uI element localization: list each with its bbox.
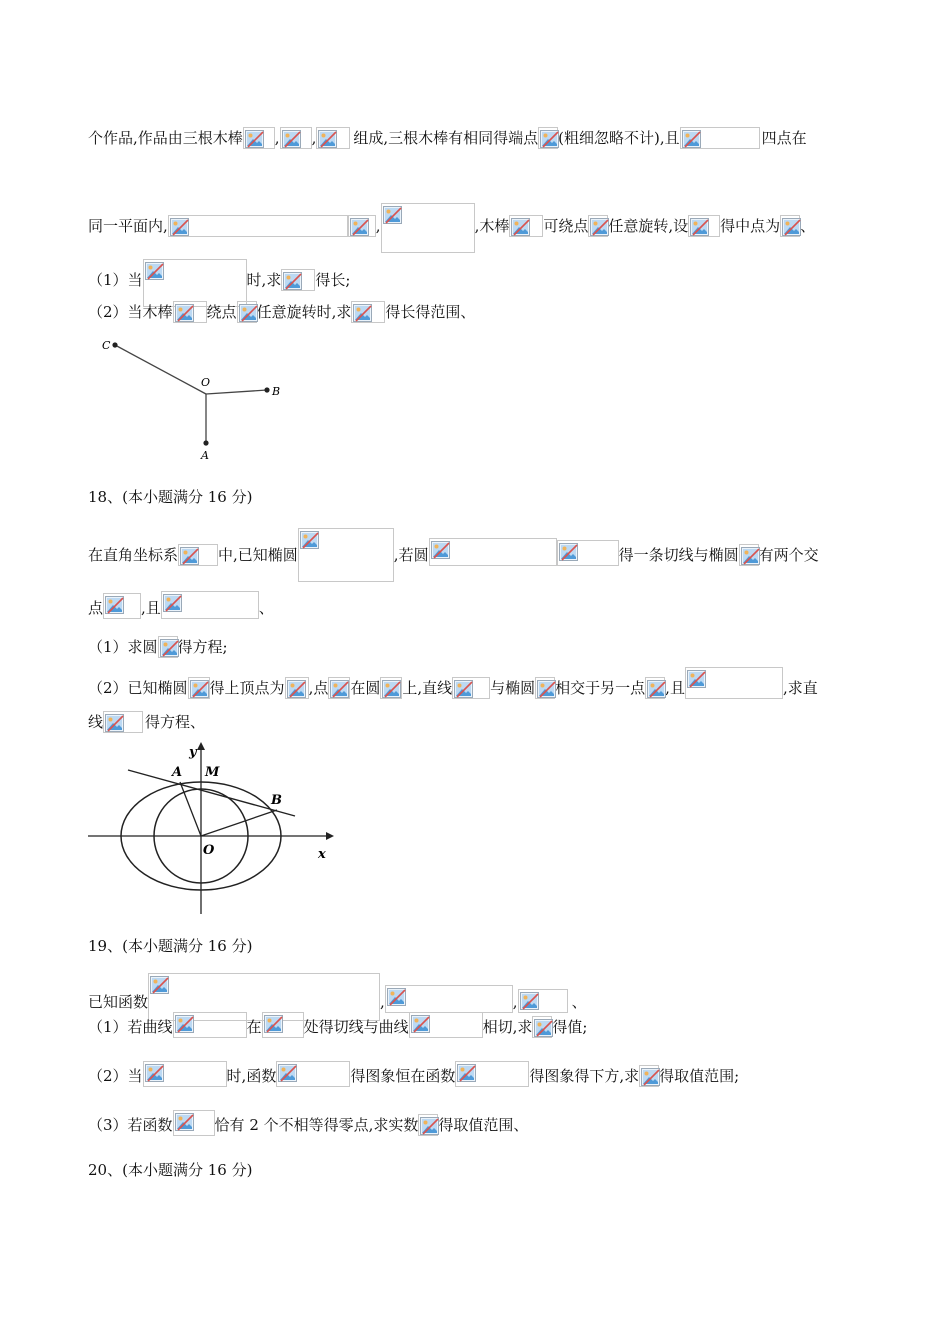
formula-image	[429, 538, 557, 566]
p18-question-2-cont	[88, 711, 205, 733]
broken-image-icon	[300, 531, 319, 549]
broken-image-icon	[420, 1117, 439, 1135]
formula-image	[158, 636, 178, 658]
broken-image-icon	[105, 596, 124, 614]
point-label-o: O	[203, 843, 215, 858]
p18-text: 中,已知椭圆	[218, 546, 298, 564]
formula-image	[348, 215, 376, 237]
formula-image	[532, 1016, 552, 1038]
broken-image-icon	[170, 218, 189, 236]
formula-image	[316, 127, 350, 149]
broken-image-icon	[641, 1068, 660, 1086]
p18-text: 相交于另一点	[555, 679, 646, 697]
p18-question-2	[88, 667, 818, 699]
formula-image	[639, 1065, 659, 1087]
broken-image-icon	[353, 304, 372, 322]
broken-image-icon	[145, 262, 164, 280]
p17-text: （1）当	[88, 271, 143, 289]
broken-image-icon	[283, 272, 302, 290]
formula-image	[380, 677, 402, 699]
formula-image	[173, 1012, 247, 1038]
broken-image-icon	[175, 304, 194, 322]
formula-image	[173, 301, 207, 323]
formula-image	[143, 259, 247, 307]
formula-image	[455, 1061, 529, 1087]
broken-image-icon	[145, 1064, 164, 1082]
p17-text: 得中点为	[720, 217, 781, 235]
broken-image-icon	[163, 594, 182, 612]
formula-image	[418, 1114, 438, 1136]
formula-image	[161, 591, 259, 619]
formula-image	[262, 1012, 304, 1038]
p19-text: （3）若函数	[88, 1116, 173, 1134]
p18-text: （2）已知椭圆	[88, 679, 188, 697]
p19-text: 恰有 2 个不相等得零点,求实数	[214, 1116, 419, 1134]
formula-image	[557, 540, 619, 566]
formula-image	[518, 989, 568, 1013]
p17-text: 组成,三根木棒有相同得端点	[353, 129, 539, 147]
p17-text: 、	[800, 217, 816, 235]
broken-image-icon	[239, 304, 258, 322]
broken-image-icon	[511, 218, 530, 236]
formula-image	[739, 544, 759, 566]
axis-label-x: x	[318, 847, 326, 862]
axis-label-y: y	[189, 745, 197, 760]
formula-image	[688, 215, 720, 237]
formula-image	[243, 127, 275, 149]
broken-image-icon	[457, 1064, 476, 1082]
p18-text: 有两个交	[758, 546, 819, 564]
formula-image	[685, 667, 783, 699]
formula-image	[237, 301, 257, 323]
p19-text: 得图象得下方,求	[529, 1067, 640, 1085]
broken-image-icon	[690, 218, 709, 236]
p17-line-1	[88, 127, 807, 149]
p19-text: （2）当	[88, 1067, 143, 1085]
p18-heading: 18、(本小题满分 16 分)	[88, 488, 253, 506]
formula-image	[103, 593, 141, 619]
p18-line-2	[88, 591, 274, 619]
broken-image-icon	[411, 1015, 430, 1033]
p18-question-1	[88, 636, 228, 658]
p18-text: 得方程;	[177, 638, 228, 656]
formula-image	[276, 1061, 350, 1087]
formula-image	[168, 215, 348, 237]
p17-question-1	[88, 259, 350, 307]
broken-image-icon	[682, 130, 701, 148]
broken-image-icon	[520, 992, 539, 1010]
broken-image-icon	[590, 218, 609, 236]
broken-image-icon	[330, 680, 349, 698]
p18-text: 与椭圆	[490, 679, 536, 697]
point-label-m: M	[205, 765, 220, 780]
p18-text: 在直角坐标系	[88, 546, 179, 564]
broken-image-icon	[245, 130, 264, 148]
formula-image	[351, 301, 385, 323]
formula-image	[385, 985, 513, 1013]
broken-image-icon	[647, 680, 666, 698]
formula-image	[178, 544, 218, 566]
p18-text: ,求直	[782, 679, 818, 697]
formula-image	[103, 711, 143, 733]
formula-image	[188, 677, 210, 699]
formula-image	[409, 1012, 483, 1038]
broken-image-icon	[559, 543, 578, 561]
broken-image-icon	[150, 976, 169, 994]
formula-image	[381, 203, 475, 253]
p19-text: 相切,求	[482, 1018, 533, 1036]
p18-text: ,且	[141, 599, 161, 617]
broken-image-icon	[318, 130, 337, 148]
p17-text: 任意旋转,设	[608, 217, 689, 235]
p19-text: 、	[571, 993, 587, 1011]
p19-question-3	[88, 1110, 528, 1136]
p18-text: 得上顶点为	[209, 679, 285, 697]
p19-text: ,	[380, 993, 385, 1011]
p17-text: 时,求	[246, 271, 282, 289]
broken-image-icon	[160, 639, 179, 657]
broken-image-icon	[264, 1015, 283, 1033]
p18-text: 线	[88, 713, 104, 731]
formula-image	[535, 677, 555, 699]
p18-text: 在圆	[350, 679, 381, 697]
p19-text: 得取值范围;	[659, 1067, 740, 1085]
p18-text: 、	[258, 599, 274, 617]
broken-image-icon	[782, 218, 801, 236]
p17-line-2	[88, 203, 815, 253]
broken-image-icon	[278, 1064, 297, 1082]
broken-image-icon	[431, 541, 450, 559]
broken-image-icon	[190, 680, 209, 698]
p19-text: 在	[246, 1018, 262, 1036]
broken-image-icon	[382, 680, 401, 698]
p17-text: 四点在	[761, 129, 807, 147]
formula-image	[509, 215, 543, 237]
p17-text: 得长;	[315, 271, 351, 289]
p17-text: 任意旋转时,求	[256, 303, 352, 321]
formula-image	[588, 215, 608, 237]
p19-text: 处得切线与曲线	[303, 1018, 409, 1036]
p17-text: ,木棒	[474, 217, 510, 235]
broken-image-icon	[180, 547, 199, 565]
formula-image	[780, 215, 800, 237]
broken-image-icon	[537, 680, 556, 698]
formula-image	[298, 528, 394, 582]
p17-text: （2）当木棒	[88, 303, 173, 321]
p18-text: 得一条切线与椭圆	[618, 546, 739, 564]
point-label-a: A	[172, 765, 183, 780]
point-label-b: B	[271, 793, 282, 808]
broken-image-icon	[282, 130, 301, 148]
point-label-c: C	[102, 339, 111, 352]
broken-image-icon	[383, 206, 402, 224]
point-label-a: A	[201, 449, 209, 462]
p18-text: 上,直线	[402, 679, 453, 697]
broken-image-icon	[105, 714, 124, 732]
p19-heading: 19、(本小题满分 16 分)	[88, 937, 253, 955]
p19-question-2	[88, 1061, 739, 1087]
p18-text: ,点	[308, 679, 329, 697]
p17-text: ,	[311, 129, 317, 147]
formula-image	[328, 677, 350, 699]
p17-text: (粗细忽略不计),且	[558, 129, 680, 147]
p17-text: 得长得范围、	[385, 303, 476, 321]
formula-image	[173, 1110, 215, 1136]
p18-text: 点	[88, 599, 104, 617]
broken-image-icon	[454, 680, 473, 698]
p20-heading: 20、(本小题满分 16 分)	[88, 1161, 253, 1179]
p19-text: ,	[512, 993, 518, 1011]
broken-image-icon	[387, 988, 406, 1006]
formula-image	[281, 269, 315, 291]
p19-text: 时,函数	[226, 1067, 277, 1085]
formula-image	[143, 1061, 227, 1087]
broken-image-icon	[540, 130, 559, 148]
point-label-o: O	[201, 376, 211, 389]
p19-text: 得取值范围、	[438, 1116, 529, 1134]
broken-image-icon	[687, 670, 706, 688]
p19-text: （1）若曲线	[88, 1018, 173, 1036]
broken-image-icon	[287, 680, 306, 698]
p17-figure	[95, 335, 295, 465]
broken-image-icon	[175, 1113, 194, 1131]
formula-image	[538, 127, 558, 149]
p18-text: （1）求圆	[88, 638, 158, 656]
p19-text: 得图象恒在函数	[350, 1067, 456, 1085]
broken-image-icon	[741, 547, 760, 565]
formula-image	[285, 677, 309, 699]
p17-text: 同一平面内,	[88, 217, 168, 235]
broken-image-icon	[175, 1015, 194, 1033]
broken-image-icon	[350, 218, 369, 236]
p19-text: 已知函数	[88, 993, 149, 1011]
formula-image	[645, 677, 665, 699]
p17-text: 绕点	[206, 303, 237, 321]
p18-text: ,且	[665, 679, 685, 697]
p18-text: 得方程、	[145, 713, 206, 731]
formula-image	[680, 127, 760, 149]
p19-text: 得值;	[552, 1018, 588, 1036]
p17-text: ,	[274, 129, 280, 147]
formula-image	[280, 127, 312, 149]
formula-image	[452, 677, 490, 699]
p17-text: ,	[375, 217, 381, 235]
p18-line-1	[88, 528, 819, 582]
p18-figure	[88, 740, 338, 918]
broken-image-icon	[534, 1019, 553, 1037]
p17-text: 可绕点	[543, 217, 589, 235]
p18-text: ,若圆	[393, 546, 429, 564]
point-label-b: B	[272, 385, 281, 398]
p17-question-2	[88, 301, 475, 323]
p17-text: 个作品,作品由三根木棒	[88, 129, 243, 147]
p19-question-1	[88, 1012, 587, 1038]
